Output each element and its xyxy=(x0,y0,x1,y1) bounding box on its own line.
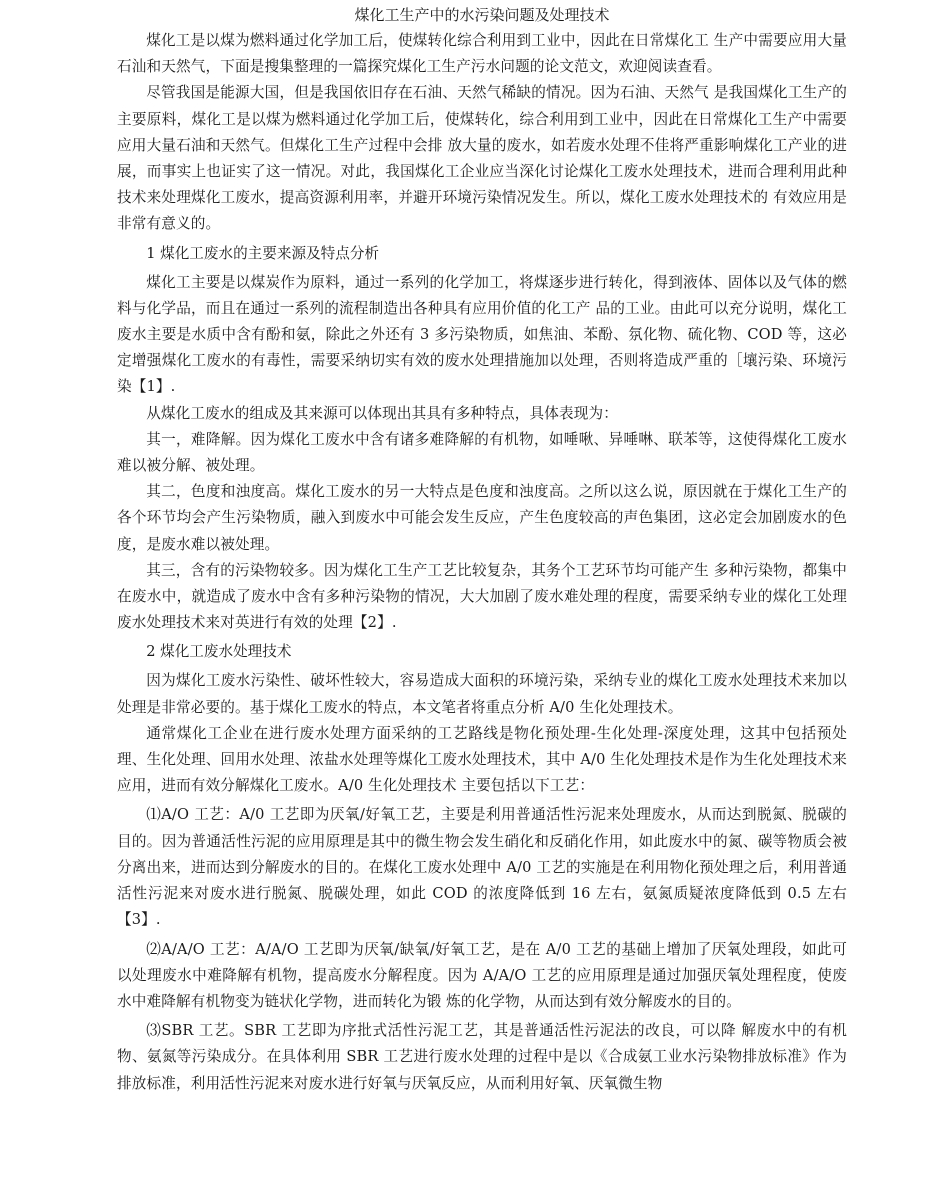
section-2-paragraph-5: ⑶SBR 工艺。SBR 工艺即为序批式活性污泥工艺，其是普通活性污泥法的改良，可以降 解废水中的有机物、氨氮等污染成分。在具体利用 SBR 工艺进行废水处理的过程中是以《合成氨工业水污染物排放标准》作为排放标准，利用活性污泥来对废水进行好氧与厌氧反应，从而利用好氧、厌氧微生物 xyxy=(117,1022,847,1092)
section-1-paragraph-4: 其二，色度和浊度高。煤化工废水的另一大特点是色度和浊度高。之所以这么说，原因就在于煤化工生产的各个环节均会产生污染物质，融入到废水中可能会发生反应，产生色度较高的声色集团，这必定会加剧废水的色度，是废水难以被处理。 xyxy=(117,483,847,553)
section-1-paragraph-2: 从煤化工废水的组成及其来源可以体现出其具有多种特点，具体表现为： xyxy=(146,404,618,422)
document-title: 煤化工生产中的水污染问题及处理技术 xyxy=(354,6,610,24)
section-2-heading: 2 煤化工废水处理技术 xyxy=(146,643,292,661)
section-2-paragraph-1: 因为煤化工废水污染性、破坏性较大，容易造成大面积的环境污染，采纳专业的煤化工废水处理技术来加以处理是非常必要的。基于煤化工废水的特点，本文笔者将重点分析 A/0 生化处理技术。 xyxy=(117,672,847,716)
intro-paragraph-2: 尽管我国是能源大国，但是我国依旧存在石油、天然气稀缺的情况。因为石油、天然气 是我国煤化工生产的主要原料，煤化工是以煤为燃料通过化学加工后，使煤转化，综合利用到工业中，因此在日常煤化工生产中需要应用大量石油和天然气。但煤化工生产过程中会排 放大量的废水，如若废水处理不佳将严重影响煤化工产业的进展，而事实上也证实了这一情况。对此，我国煤化工企业应当深化讨论煤化工废水处理技术，进而合理利用此种技术来处理煤化工废水，提高资源利用率，并避开环境污染情况发生。所以，煤化工废水处理技术的 有效应用是非常有意义的。 xyxy=(117,84,847,233)
document-page xyxy=(117,4,847,1097)
section-1-paragraph-5: 其三，含有的污染物较多。因为煤化工生产工艺比较复杂，其务个工艺环节均可能产生 多种污染物，都集中在废水中，就造成了废水中含有多种污染物的情况，大大加剧了废水难处理的程度，需要采纳专业的煤化工处理废水处理技术来对英进行有效的处理【2】. xyxy=(117,561,847,632)
section-2-paragraph-4: ⑵A/A/O 工艺：A/A/O 工艺即为厌氧/缺氧/好氧工艺，是在 A/0 工艺的基础上增加了厌氧处理段，如此可以处理废水中难降解有机物，提高废水分解程度。因为 A/A/O 工艺的应用原理是通过加强厌氧处理程度，使废水中难降解有机物变为链状化学物，进而转化为锻 炼的化学物，从而达到有效分解废水的目的。 xyxy=(117,940,847,1010)
section-1-paragraph-1: 煤化工主要是以煤炭作为原料，通过一系列的化学加工，将煤逐步进行转化，得到液体、固体以及气体的燃料与化学品，而且在通过一系列的流程制造出各种具有应用价值的化工产 品的工业。由此可以充分说明，煤化工废水主要是水质中含有酚和氨，除此之外还有 3 多污染物质，如焦油、苯酚、氛化物、硫化物、COD 等，这必定增强煤化工废水的有毒性，需要采纳切实有效的废水处理措施加以处理，否则将造成严重的［壤污染、环境污染【1】. xyxy=(117,273,847,396)
section-2-paragraph-3: ⑴A/O 工艺：A/0 工艺即为厌氧/好氧工艺，主要是利用普通活性污泥来处理废水，从而达到脱氮、脱碳的目的。因为普通活性污泥的应用原理是其中的微生物会发生硝化和反硝化作用，如此废水中的氮、碳等物质会被分离出来，进而达到分解废水的目的。在煤化工废水处理中 A/0 工艺的实施是在利用物化预处理之后，利用普通活性污泥来对废水进行脱氮、脱碳处理，如此 COD 的浓度降低到 16 左右，氨氮质疑浓度降低到 0.5 左右【3】. xyxy=(117,806,847,929)
intro-paragraph-1: 煤化工是以煤为燃料通过化学加工后，使煤转化综合利用到工业中，因此在日常煤化工 生产中需要应用大量石汕和天然气，下面是搜集整理的一篇探究煤化工生产污水问题的论文范文，欢迎阅读查看。 xyxy=(117,32,847,76)
section-1-heading: 1 煤化工废水的主要来源及特点分析 xyxy=(146,244,380,262)
section-1-paragraph-3: 其一，难降解。因为煤化工废水中含有诸多难降解的有机物，如唾啾、异唾啉、联苯等，这使得煤化工废水难以被分解、被处理。 xyxy=(117,430,847,475)
section-2-paragraph-2: 通常煤化工企业在进行废水处理方面采纳的工艺路线是物化预处理-生化处理-深度处理，这其中包括预处理、生化处理、回用水处理、浓盐水处理等煤化工废水处理技术，其中 A/0 生化处理技术是作为生化处理技术来应用，进而有效分解煤化工废水。A/0 生化处理技术 主要包括以下工艺： xyxy=(117,724,847,795)
